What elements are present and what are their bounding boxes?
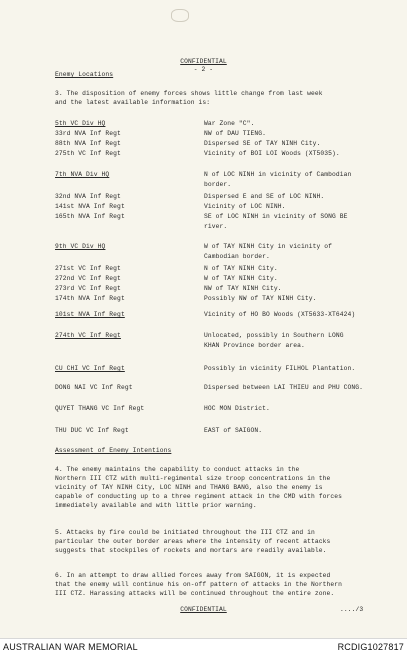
unit-location: border. — [204, 181, 232, 188]
unit-location: Dispersed between LAI THIEU and PHU CONG. — [204, 384, 364, 391]
paragraph-4-line: immediately available and with little prior warning. — [55, 502, 257, 509]
paragraph-4-line: capable of conducting up to a three regiment attack in the CMD with forces — [55, 493, 343, 500]
unit-name: 274th VC Inf Regt — [55, 332, 121, 339]
unit-location: Dispersed E and SE of LOC NINH. — [204, 193, 325, 200]
unit-location: Possibly in vicinity FILHOL Plantation. — [204, 365, 356, 372]
section-heading-enemy-locations: Enemy Locations — [55, 71, 114, 78]
unit-location: War Zone "C". — [204, 120, 255, 127]
paragraph-4-line: 4. The enemy maintains the capability to conduct attacks in the — [55, 466, 300, 473]
paragraph-4-line: vicinity of TAY NINH City, LOC NINH and THANG BANG, also the enemy is — [55, 484, 323, 491]
paragraph-5-line: suggests that stockpiles of rockets and mortars are readily available. — [55, 547, 327, 554]
paragraph-6-line: 6. In an attempt to draw allied forces away from SAIGON, it is expected — [55, 572, 331, 579]
unit-location: EAST of SAIGON. — [204, 427, 263, 434]
unit-name: DONG NAI VC Inf Regt — [55, 384, 133, 391]
unit-name: THU DUC VC Inf Regt — [55, 427, 129, 434]
intro-line-1: 3. The disposition of enemy forces shows little change from last week — [55, 90, 323, 97]
paragraph-6-line: that the enemy will continue his on-off pattern of attacks in the Northern — [55, 581, 343, 588]
unit-name: 32nd NVA Inf Regt — [55, 193, 121, 200]
paragraph-5-line: 5. Attacks by fire could be initiated throughout the III CTZ and in — [55, 529, 315, 536]
header-classification: CONFIDENTIAL — [180, 58, 227, 65]
unit-location: Possibly NW of TAY NINH City. — [204, 295, 317, 302]
paragraph-4-line: Northern III CTZ with multi-regimental size troop concentrations in the — [55, 475, 331, 482]
unit-location: Vicinity of BOI LOI Woods (XT5035). — [204, 150, 340, 157]
unit-location: Vicinity of HO BO Woods (XT5633-XT6424) — [204, 311, 356, 318]
unit-name: 88th NVA Inf Regt — [55, 140, 121, 147]
continuation-marker: ..../3 — [340, 606, 364, 613]
archive-reference: RCDIG1027817 — [337, 642, 404, 652]
section-heading-assessment: Assessment of Enemy Intentions — [55, 447, 172, 454]
unit-name: 9th VC Div HQ — [55, 243, 106, 250]
unit-name: 273rd VC Inf Regt — [55, 285, 121, 292]
unit-location: Cambodian border. — [204, 253, 270, 260]
unit-name: CU CHI VC Inf Regt — [55, 365, 125, 372]
unit-location: Unlocated, possibly in Southern LONG — [204, 332, 344, 339]
unit-location: Vicinity of LOC NINH. — [204, 203, 286, 210]
unit-name: 33rd NVA Inf Regt — [55, 130, 121, 137]
archive-institution: AUSTRALIAN WAR MEMORIAL — [3, 642, 138, 652]
unit-location: W of TAY NINH City in vicinity of — [204, 243, 332, 250]
unit-name: 165th NVA Inf Regt — [55, 213, 125, 220]
unit-name: 272nd VC Inf Regt — [55, 275, 121, 282]
footer-classification: CONFIDENTIAL — [180, 606, 227, 613]
unit-location: N of LOC NINH in vicinity of Cambodian — [204, 171, 352, 178]
unit-location: KHAN Province border area. — [204, 342, 305, 349]
unit-location: Dispersed SE of TAY NINH City. — [204, 140, 321, 147]
intro-line-2: and the latest available information is: — [55, 99, 211, 106]
archive-footer-bar — [0, 638, 407, 655]
unit-location: HOC MON District. — [204, 405, 270, 412]
faint-stamp-mark — [171, 9, 189, 22]
unit-location: W of TAY NINH City. — [204, 275, 278, 282]
unit-location: NW of DAU TIENG. — [204, 130, 267, 137]
unit-name: 7th NVA Div HQ — [55, 171, 110, 178]
unit-name: 174th NVA Inf Regt — [55, 295, 125, 302]
paragraph-5-line: particular the outer border areas where the intensity of recent attacks — [55, 538, 331, 545]
paragraph-6-line: III CTZ. Harassing attacks will be continued throughout the entire zone. — [55, 590, 335, 597]
unit-location: NW of TAY NINH City. — [204, 285, 282, 292]
unit-location: N of TAY NINH City. — [204, 265, 278, 272]
unit-name: 5th VC Div HQ — [55, 120, 106, 127]
unit-location: river. — [204, 223, 228, 230]
page-number: - 2 - — [193, 66, 214, 73]
unit-name: 275th VC Inf Regt — [55, 150, 121, 157]
unit-name: QUYET THANG VC Inf Regt — [55, 405, 145, 412]
unit-name: 101st NVA Inf Regt — [55, 311, 125, 318]
unit-location: SE of LOC NINH in vicinity of SONG BE — [204, 213, 348, 220]
unit-name: 141st NVA Inf Regt — [55, 203, 125, 210]
unit-name: 271st VC Inf Regt — [55, 265, 121, 272]
